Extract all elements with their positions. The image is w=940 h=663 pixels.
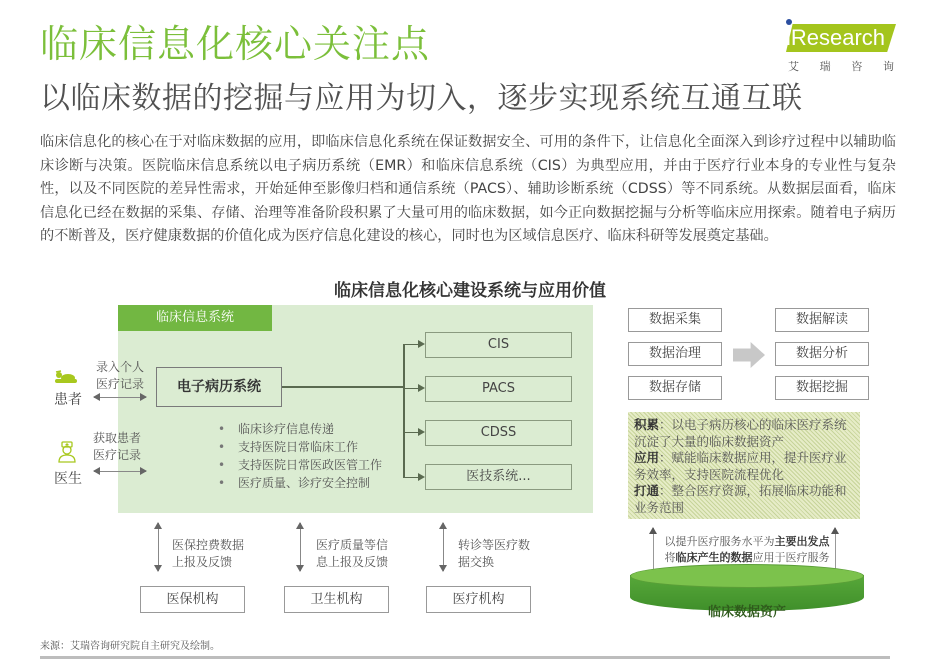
value-item — [634, 483, 854, 516]
data-asset-label: 临床数据资产 — [707, 605, 786, 620]
up-arrow-right — [835, 528, 836, 574]
actor-doctor-label: 医生 — [54, 471, 82, 487]
logo-cn-text — [786, 58, 896, 74]
note-text: 应用于医疗服务 — [752, 551, 830, 564]
logo-brand-text: iResearch — [786, 25, 886, 50]
function-text: 临床诊疗信息传递 — [238, 422, 335, 436]
asset-note — [660, 534, 834, 566]
arrowhead-icon — [418, 384, 425, 392]
actor-patient-note — [96, 359, 144, 393]
vertical-bidirectional-arrow — [443, 523, 444, 571]
note-text: 将 — [664, 551, 676, 564]
insurance-note — [172, 537, 244, 571]
note-line: 医疗质量等信 — [316, 538, 389, 552]
arrowhead-icon — [418, 340, 425, 348]
doctor-icon — [57, 441, 77, 463]
note-line: 医疗记录 — [96, 377, 145, 391]
subsystem-medtech: 医技系统... — [425, 464, 572, 490]
health-note — [316, 537, 388, 571]
logo-char: 艾 — [788, 60, 799, 73]
note-line: 上报及反馈 — [172, 555, 233, 569]
stage-data-collection: 数据采集 — [628, 308, 722, 332]
vertical-bidirectional-arrow — [158, 523, 159, 571]
value-text: ：赋能临床数据应用，提升医疗业务效率，支持医院流程优化 — [634, 450, 847, 482]
emr-functions-list — [218, 420, 382, 492]
asset-note-line1 — [660, 534, 834, 550]
subsystem-cdss: CDSS — [425, 420, 572, 446]
medical-note — [458, 537, 530, 571]
note-line: 转诊等医疗数 — [458, 538, 531, 552]
function-text: 支持医院日常医政医管工作 — [238, 458, 383, 472]
note-line: 获取患者 — [93, 431, 142, 445]
function-item: • 支持医院日常医政医管工作 — [218, 458, 383, 472]
stage-data-mining: 数据挖掘 — [775, 376, 869, 400]
arrowhead-icon — [418, 473, 425, 481]
note-bold: 临床产生的数据 — [675, 551, 753, 564]
emr-connector-line — [282, 386, 404, 388]
page-subtitle: 以临床数据的挖掘与应用为切入，逐步实现系统互通互联 — [40, 81, 803, 116]
page-title: 临床信息化核心关注点 — [40, 22, 431, 66]
source-note: 来源：艾瑞咨询研究院自主研究及绘制。 — [40, 641, 220, 652]
arrowhead-icon — [418, 428, 425, 436]
function-text: 医疗质量、诊疗安全控制 — [238, 476, 371, 490]
logo-char: 询 — [882, 60, 894, 73]
institution-medical: 医疗机构 — [426, 586, 531, 613]
note-line: 医保控费数据 — [172, 538, 245, 552]
emr-system-box: 电子病历系统 — [156, 367, 282, 407]
vertical-branch-line — [403, 344, 405, 478]
iresearch-logo — [772, 10, 902, 73]
footer-divider — [40, 656, 890, 659]
subsystem-pacs: PACS — [425, 376, 572, 402]
value-text: ：以电子病历核心的临床医疗系统沉淀了大量的临床数据资产 — [634, 417, 847, 449]
value-key: 打通 — [634, 483, 660, 498]
logo-char: 瑞 — [819, 60, 831, 73]
right-arrow-icon — [733, 342, 765, 368]
note-bold: 主要出发点 — [774, 535, 830, 548]
patient-icon — [52, 370, 82, 386]
value-item — [634, 450, 854, 483]
subsystem-cis: CIS — [425, 332, 572, 358]
clinical-info-system-label: 临床信息系统 — [118, 305, 272, 331]
value-key: 应用 — [634, 450, 660, 465]
logo-char: 咨 — [851, 60, 863, 73]
note-line: 据交换 — [458, 555, 495, 569]
value-text: ：整合医疗资源，拓展临床功能和业务范围 — [634, 483, 847, 515]
value-item — [634, 417, 854, 450]
note-line: 录入个人 — [96, 360, 145, 374]
function-text: 支持医院日常临床工作 — [238, 440, 359, 454]
doctor-bidirectional-arrow — [94, 471, 146, 472]
note-line: 医疗记录 — [93, 448, 142, 462]
institution-health: 卫生机构 — [284, 586, 389, 613]
institution-insurance: 医保机构 — [140, 586, 245, 613]
diagram-title: 临床信息化核心建设系统与应用价值 — [334, 281, 606, 301]
stage-data-governance: 数据治理 — [628, 342, 722, 366]
note-text: 以提升医疗服务水平为 — [664, 535, 775, 548]
body-paragraph: 临床信息化的核心在于对临床数据的应用，即临床信息化系统在保证数据安全、可用的条件下，让信息化全面深入到诊疗过程中以辅助临床诊断与决策。医院临床信息系统以电子病历系统（EMR）和临床信息系统（CIS）为典型应用，并由于医疗行业本身的专业性与复杂性，以及不同医院的差异性需求，开始延伸至影像归档和通信系统（PACS）、辅助诊断系统（CDSS）等不同系统。从数据层面看，临床信息化已经在数据的采集、存储、治理等准备阶段积累了大量可用的临床数据，如今正向数据挖掘与分析等临床应用探索。随着电子病历的不断普及，医疗健康数据的价值化成为医疗信息化建设的核心，同时也为区域信息医疗、临床科研等发展奠定基础。 — [40, 134, 896, 245]
up-arrow-left — [653, 528, 654, 574]
note-line: 息上报及反馈 — [316, 555, 389, 569]
value-key: 积累 — [634, 417, 660, 432]
patient-bidirectional-arrow — [94, 397, 146, 398]
stage-data-interpretation: 数据解读 — [775, 308, 869, 332]
vertical-bidirectional-arrow — [300, 523, 301, 571]
function-item: • 支持医院日常临床工作 — [218, 440, 359, 454]
actor-patient-label: 患者 — [54, 392, 82, 408]
function-item: • 临床诊疗信息传递 — [218, 422, 335, 436]
value-summary-box — [628, 412, 860, 519]
data-asset-cylinder-top — [630, 564, 864, 588]
stage-data-storage: 数据存储 — [628, 376, 722, 400]
actor-doctor-note — [93, 430, 141, 464]
function-item: • 医疗质量、诊疗安全控制 — [218, 476, 371, 490]
stage-data-analysis: 数据分析 — [775, 342, 869, 366]
